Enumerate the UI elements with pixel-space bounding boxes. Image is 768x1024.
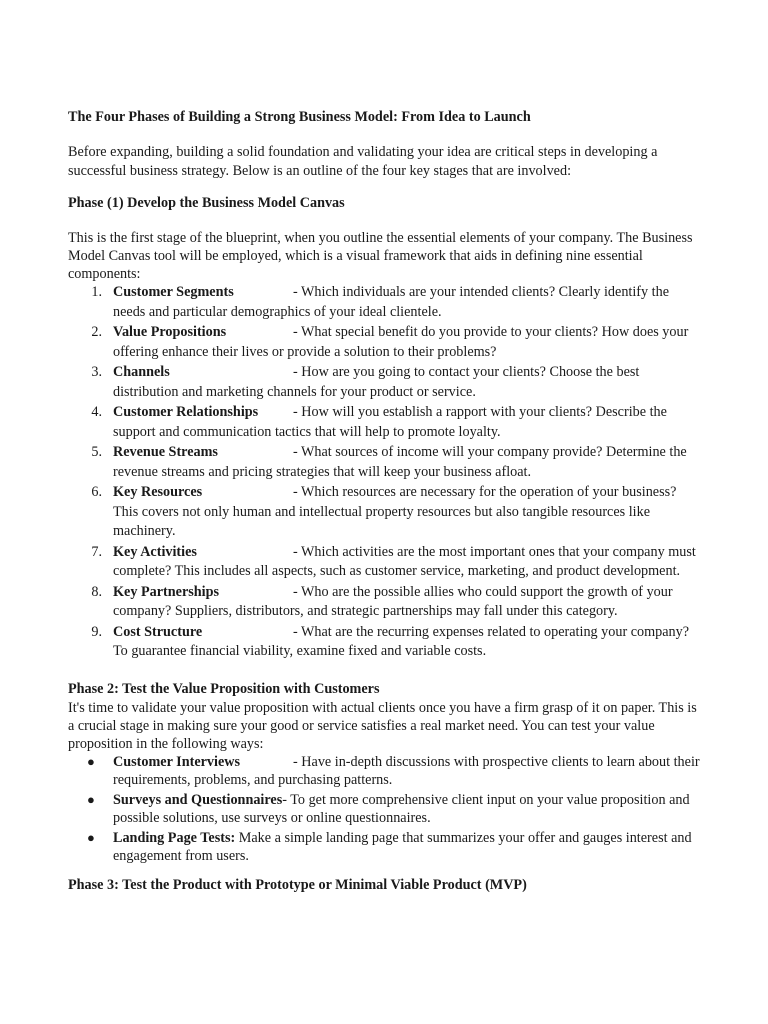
method-term: Landing Page Tests: xyxy=(113,829,236,846)
component-description: - How will you establish a rapport with your clients? Describe the support and communication tactics that will help to promote loyalty. xyxy=(113,404,667,440)
list-number: 6. xyxy=(91,484,102,500)
component-term: Revenue Streams xyxy=(113,444,218,460)
list-item xyxy=(68,483,703,542)
document-title: The Four Phases of Building a Strong Business Model: From Idea to Launch xyxy=(68,109,531,125)
list-item xyxy=(68,583,703,622)
method-term: Surveys and Questionnaires xyxy=(113,791,283,808)
component-description: - Which individuals are your intended clients? Clearly identify the needs and particular demographics of your ideal clientele. xyxy=(113,284,669,320)
method-description: - Have in-depth discussions with prospective clients to learn about their requirements, problems, and purchasing patterns. xyxy=(113,753,700,788)
method-description: Make a simple landing page that summarizes your offer and gauges interest and engagement from users. xyxy=(113,829,692,864)
component-description: - Which resources are necessary for the operation of your business? This covers not only human and intellectual property resources but also tangible resources like machinery. xyxy=(113,484,677,539)
bullet-icon: ● xyxy=(87,753,95,769)
component-term: Key Activities xyxy=(113,543,197,560)
phase2-heading: Phase 2: Test the Value Proposition with Customers xyxy=(68,680,380,697)
bullet-icon: ● xyxy=(87,791,95,807)
component-term: Customer Segments xyxy=(113,284,234,300)
component-term: Key Resources xyxy=(113,484,203,500)
list-item xyxy=(68,363,703,402)
component-description: - Who are the possible allies who could support the growth of your company? Suppliers, distributors, and strategic partnerships may fall under this category. xyxy=(113,583,673,619)
component-description: - How are you going to contact your clients? Choose the best distribution and marketing channels for your product or service. xyxy=(113,364,640,400)
list-number: 1. xyxy=(91,284,102,300)
list-item xyxy=(68,543,703,582)
intro-paragraph: Before expanding, building a solid foundation and validating your idea are critical steps in developing a successful business strategy. Below is an outline of the four key stages that are involved: xyxy=(68,144,658,179)
phase1-paragraph: This is the first stage of the blueprint, when you outline the essential elements of your company. The Business Model Canvas tool will be employed, which is a visual framework that aids in defining nine essential components: xyxy=(68,230,693,282)
component-term: Cost Structure xyxy=(113,623,203,640)
method-description: - To get more comprehensive client input on your value proposition and possible solutions, use surveys or online questionnaires. xyxy=(113,791,690,826)
list-item xyxy=(68,403,703,442)
document-page xyxy=(68,108,703,895)
phase1-heading: Phase (1) Develop the Business Model Canvas xyxy=(68,195,345,211)
component-description: - What sources of income will your company provide? Determine the revenue streams and pricing strategies that will keep your business afloat. xyxy=(113,444,687,480)
list-item xyxy=(68,753,703,790)
test-methods-list xyxy=(68,753,703,866)
phase3-heading: Phase 3: Test the Product with Prototype or Minimal Viable Product (MVP) xyxy=(68,876,527,893)
list-number: 3. xyxy=(91,364,102,380)
list-item xyxy=(68,443,703,482)
bullet-icon: ● xyxy=(87,829,95,845)
list-item xyxy=(68,283,703,322)
component-term: Customer Relationships xyxy=(113,404,259,420)
component-description: - What special benefit do you provide to your clients? How does your offering enhance their lives or provide a solution to their problems? xyxy=(113,324,689,360)
list-number: 2. xyxy=(91,324,102,340)
list-number: 4. xyxy=(91,404,102,420)
list-number: 5. xyxy=(91,444,102,460)
components-list xyxy=(68,283,703,662)
list-number: 8. xyxy=(91,583,102,600)
list-number: 7. xyxy=(91,543,102,560)
list-item xyxy=(68,791,703,828)
list-item xyxy=(68,323,703,362)
component-description: - What are the recurring expenses related to operating your company? To guarantee financial viability, examine fixed and variable costs. xyxy=(113,623,690,659)
component-term: Channels xyxy=(113,364,170,380)
method-term: Customer Interviews xyxy=(113,753,241,770)
component-term: Key Partnerships xyxy=(113,583,220,600)
component-term: Value Propositions xyxy=(113,324,227,340)
component-description: - Which activities are the most important ones that your company must complete? This includes all aspects, such as customer service, marketing, and product development. xyxy=(113,543,696,579)
list-number: 9. xyxy=(91,623,102,640)
list-item xyxy=(68,623,703,662)
list-item xyxy=(68,829,703,866)
phase2-paragraph: It's time to validate your value proposition with actual clients once you have a firm grasp of it on paper. This is a crucial stage in making sure your good or service satisfies a real market need. You can test your value proposition in the following ways: xyxy=(68,699,697,752)
